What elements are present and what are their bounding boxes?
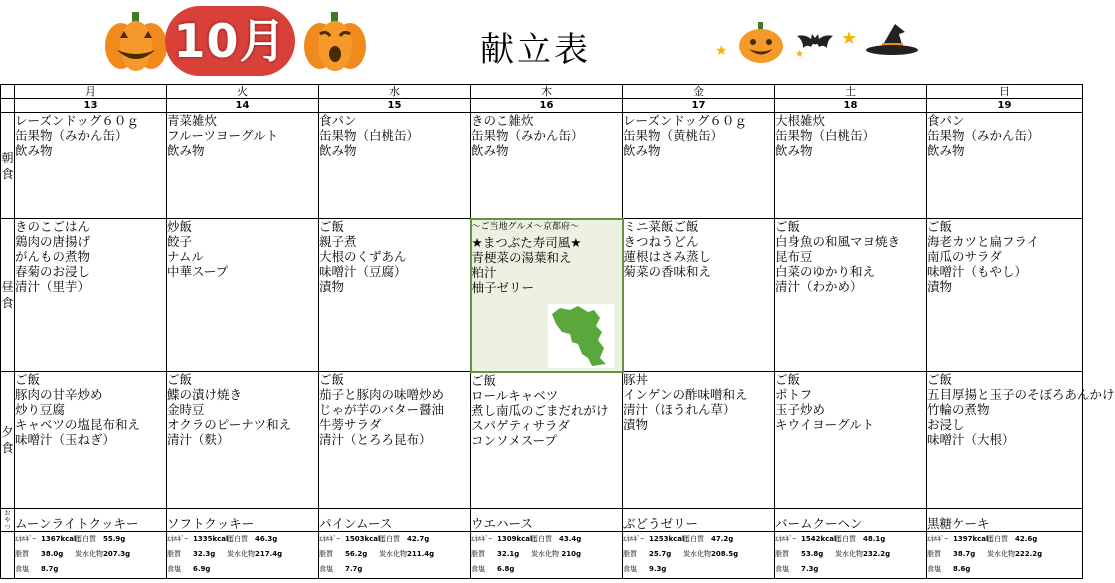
menu-item: 炒り豆腐 <box>15 402 66 417</box>
menu-item: じゃが芋のバター醤油 <box>319 402 445 417</box>
nutrient-label: 食塩 <box>927 565 941 573</box>
nutrition-cell <box>319 532 471 579</box>
nutrient-label: 蛋白質 <box>75 535 96 543</box>
nutrition-line <box>927 532 1082 547</box>
nutrient-label: 脂質 <box>623 550 637 558</box>
page-header <box>0 0 1084 84</box>
nutrient-value: 217.4g <box>255 550 283 558</box>
nutrition-line <box>775 532 926 547</box>
nutrient-label: 蛋白質 <box>835 535 856 543</box>
nutrient-value: 222.2g <box>1015 550 1043 558</box>
menu-cell <box>15 113 167 219</box>
menu-item: ミニ菜飯ご飯 <box>623 219 699 234</box>
nutrition-line <box>927 562 1082 577</box>
weekday-label: 木 <box>471 85 623 99</box>
snack-item: パインムース <box>319 509 471 532</box>
menu-cell <box>15 219 167 372</box>
menu-item: ご飯 <box>15 372 41 387</box>
menu-item: フルーツヨーグルト <box>167 128 279 143</box>
nutrient-value: 232.2g <box>863 550 891 558</box>
star-icon: ★ <box>795 49 804 60</box>
menu-item: 飲み物 <box>15 143 53 158</box>
menu-item: ご飯 <box>775 219 801 234</box>
nutrient-value: 56.2g <box>345 550 368 558</box>
menu-item: ロールキャベツ <box>471 387 559 403</box>
nutrient-value: 6.8g <box>497 565 515 573</box>
menu-item: 餃子 <box>167 234 193 249</box>
menu-item: ナムル <box>167 249 204 264</box>
menu-cell <box>319 219 471 372</box>
nutrition-line <box>15 547 166 562</box>
menu-item: 飲み物 <box>167 143 205 158</box>
nutrient-value: 8.7g <box>41 565 59 573</box>
menu-cell <box>775 113 927 219</box>
menu-item: お浸し <box>927 417 965 432</box>
menu-item: 白身魚の和風マヨ焼き <box>775 234 901 249</box>
menu-item: 清汁（麩） <box>167 432 230 447</box>
nutrient-label: 蛋白質 <box>379 535 400 543</box>
nutrient-value: 32.3g <box>193 550 216 558</box>
nutrient-label: 炭水化物 <box>683 550 711 558</box>
nutrition-line <box>319 547 470 562</box>
menu-item: 鶏肉の唐揚げ <box>15 234 91 249</box>
menu-item: ご飯 <box>167 372 193 387</box>
menu-item: 漬物 <box>927 279 953 294</box>
menu-cell <box>775 372 927 509</box>
date-label: 17 <box>623 99 775 113</box>
nutrient-value: 38.7g <box>953 550 976 558</box>
menu-cell <box>623 372 775 509</box>
menu-item: レーズンドッグ６０ｇ <box>15 113 139 128</box>
nutrition-line <box>623 547 774 562</box>
menu-item: 炒飯 <box>167 219 193 234</box>
nutrient-label: 炭水化物 <box>835 550 863 558</box>
nutrient-value: 1542kcal <box>801 535 837 543</box>
nutrition-line <box>623 562 774 577</box>
nutrient-value: 208.5g <box>711 550 739 558</box>
menu-item: 竹輪の煮物 <box>927 402 990 417</box>
menu-table <box>0 84 1115 579</box>
menu-item: 飲み物 <box>775 143 813 158</box>
nutrient-label: 脂質 <box>167 550 181 558</box>
nutrient-value: 8.6g <box>953 565 971 573</box>
menu-item: 缶果物（白桃缶） <box>319 128 420 143</box>
menu-item: 玉子炒め <box>775 402 826 417</box>
nutrient-value: 207.3g <box>103 550 131 558</box>
star-icon: ★ <box>841 28 858 49</box>
nutrition-line <box>15 562 166 577</box>
menu-item: 食パン <box>319 113 357 128</box>
nutrient-value: 7.7g <box>345 565 363 573</box>
nutrition-line <box>15 532 166 547</box>
menu-item: 金時豆 <box>167 402 205 417</box>
nutrition-line <box>471 547 622 562</box>
nutrient-value: 25.7g <box>649 550 672 558</box>
menu-cell <box>167 113 319 219</box>
snack-item: ウエハース <box>471 509 623 532</box>
lunch-label: 昼 食 <box>1 219 15 372</box>
nutrition-line <box>319 532 470 547</box>
menu-item: 昆布豆 <box>775 249 813 264</box>
halloween-decoration <box>715 18 925 68</box>
menu-item: 柚子ゼリー <box>471 279 535 295</box>
menu-item: 菊菜の香味和え <box>623 264 712 279</box>
kyoto-map-icon <box>548 304 614 368</box>
nutrition-cell <box>15 532 167 579</box>
snack-item: バームクーヘン <box>775 509 927 532</box>
menu-item: キウイヨーグルト <box>775 417 875 432</box>
menu-item: ご飯 <box>319 372 345 387</box>
menu-item: 缶果物（みかん缶） <box>15 128 128 143</box>
weekday-label: 日 <box>927 85 1083 99</box>
snack-label: お や つ <box>1 509 15 532</box>
menu-item: 清汁（わかめ） <box>775 279 863 294</box>
menu-item: 粕汁 <box>471 264 497 280</box>
menu-cell <box>927 372 1115 509</box>
nutrient-value: 1335kcal <box>193 535 229 543</box>
nutrient-value: 6.9g <box>193 565 211 573</box>
menu-item: インゲンの酢味噌和え <box>623 387 748 402</box>
nutrient-label: 蛋白質 <box>531 535 552 543</box>
menu-item: 大根雑炊 <box>775 113 826 128</box>
menu-cell <box>319 372 471 509</box>
menu-cell <box>927 219 1083 372</box>
weekday-label: 月 <box>15 85 167 99</box>
nutrient-value: 1253kcal <box>649 535 685 543</box>
snack-row <box>1 509 1083 532</box>
menu-cell <box>319 113 471 219</box>
nutrition-cell <box>927 532 1083 579</box>
menu-item: キャベツの塩昆布和え <box>15 417 141 432</box>
menu-item: 漬物 <box>319 279 345 294</box>
menu-item: きのこごはん <box>15 219 91 234</box>
menu-item: ポトフ <box>775 387 813 402</box>
regional-special-header: ～ご当地グルメ～京都府～ <box>471 221 579 232</box>
menu-item: 蓮根はさみ蒸し <box>623 249 712 264</box>
snack-item: ソフトクッキー <box>167 509 319 532</box>
pumpkin-icon <box>103 10 169 72</box>
pumpkin-icon <box>737 22 785 64</box>
nutrition-cell <box>775 532 927 579</box>
star-icon: ★ <box>715 43 728 59</box>
weekday-label: 土 <box>775 85 927 99</box>
nutrition-line <box>471 532 622 547</box>
nutrient-label: ｴﾈﾙｷﾞｰ <box>319 535 340 543</box>
nutrient-label: 食塩 <box>471 565 485 573</box>
menu-item: 食パン <box>927 113 965 128</box>
weekday-label: 火 <box>167 85 319 99</box>
nutrition-line <box>319 562 470 577</box>
menu-item: 鰈の漬け焼き <box>167 387 243 402</box>
nutrient-label: 食塩 <box>15 565 29 573</box>
breakfast-label: 朝 食 <box>1 113 15 219</box>
menu-item: 漬物 <box>623 417 649 432</box>
nutrient-value: 1503kcal <box>345 535 381 543</box>
nutrition-line <box>167 562 318 577</box>
witch-hat-icon <box>865 22 919 56</box>
menu-item: レーズンドッグ６０ｇ <box>623 113 747 128</box>
nutrient-value: 42.6g <box>1015 535 1038 543</box>
nutrition-label-cell <box>1 532 15 579</box>
date-label: 16 <box>471 99 623 113</box>
month-label: 10月 <box>173 14 287 68</box>
breakfast-row <box>1 113 1083 219</box>
menu-item: きのこ雑炊 <box>471 113 534 128</box>
nutrient-value: 53.8g <box>801 550 824 558</box>
dinner-label: 夕 食 <box>1 372 15 509</box>
nutrition-line <box>775 547 926 562</box>
nutrient-value: 211.4g <box>407 550 435 558</box>
nutrition-cell <box>471 532 623 579</box>
menu-item: 親子煮 <box>319 234 357 249</box>
snack-item: 黒糖ケーキ <box>927 509 1083 532</box>
menu-cell <box>927 113 1083 219</box>
menu-item: 春菊のお浸し <box>15 264 91 279</box>
menu-cell <box>167 372 319 509</box>
nutrient-label: 蛋白質 <box>683 535 704 543</box>
nutrient-value: 42.7g <box>407 535 430 543</box>
date-label: 13 <box>15 99 167 113</box>
menu-item: 飲み物 <box>319 143 357 158</box>
menu-cell <box>15 372 167 509</box>
page-title: 献立表 <box>480 30 591 70</box>
nutrient-label: 脂質 <box>927 550 941 558</box>
pumpkin-icon <box>300 10 370 72</box>
menu-item: 飲み物 <box>927 143 965 158</box>
nutrition-cell <box>167 532 319 579</box>
menu-item: がんもの煮物 <box>15 249 91 264</box>
nutrient-label: 脂質 <box>319 550 333 558</box>
snack-item: ムーンライトクッキー <box>15 509 167 532</box>
snack-item: ぶどうゼリー <box>623 509 775 532</box>
nutrition-line <box>167 532 318 547</box>
menu-cell <box>623 113 775 219</box>
nutrient-label: ｴﾈﾙｷﾞｰ <box>927 535 948 543</box>
nutrient-label: 蛋白質 <box>227 535 248 543</box>
nutrient-value: 48.1g <box>863 535 886 543</box>
nutrition-line <box>927 547 1082 562</box>
menu-item: 飲み物 <box>471 143 509 158</box>
nutrient-label: ｴﾈﾙｷﾞｰ <box>167 535 188 543</box>
menu-item: オクラのピーナツ和え <box>167 417 292 432</box>
menu-item: 清汁（とろろ昆布） <box>319 432 432 447</box>
menu-item: スパゲティサラダ <box>471 417 570 433</box>
nutrient-label: 蛋白質 <box>987 535 1008 543</box>
nutrient-label: 炭水化物 <box>379 550 407 558</box>
menu-item: 青梗菜の湯葉和え <box>471 249 572 265</box>
dinner-row <box>1 372 1083 509</box>
nutrient-label: 食塩 <box>623 565 637 573</box>
menu-cell <box>167 219 319 372</box>
nutrient-value: 46.3g <box>255 535 278 543</box>
nutrition-line <box>167 547 318 562</box>
lunch-row <box>1 219 1083 372</box>
nutrient-label: 脂質 <box>775 550 789 558</box>
menu-item: 缶果物（みかん缶） <box>927 128 1040 143</box>
nutrient-label: 食塩 <box>319 565 333 573</box>
menu-item: 豚肉の甘辛炒め <box>15 387 103 402</box>
nutrient-label: 炭水化物 <box>987 550 1015 558</box>
date-label: 15 <box>319 99 471 113</box>
menu-item: ご飯 <box>927 372 953 387</box>
nutrient-label: 炭水化物 <box>75 550 103 558</box>
nutrition-line <box>775 562 926 577</box>
month-badge <box>165 6 295 76</box>
menu-item: 南瓜のサラダ <box>927 249 1002 264</box>
menu-item: ★まつぶた寿司風★ <box>471 234 582 250</box>
date-label: 14 <box>167 99 319 113</box>
weekday-label: 水 <box>319 85 471 99</box>
date-row <box>1 99 1083 113</box>
menu-item: 缶果物（白桃缶） <box>775 128 876 143</box>
menu-item: 味噌汁（大根） <box>927 432 1015 447</box>
menu-item: ご飯 <box>471 372 497 388</box>
menu-item: きつねうどん <box>623 234 699 249</box>
menu-cell <box>623 219 775 372</box>
menu-item: 青菜雑炊 <box>167 113 218 128</box>
nutrition-line <box>623 532 774 547</box>
menu-item: 五目厚揚と玉子のそぼろあんかけ <box>927 387 1115 402</box>
nutrient-value: 1367kcal <box>41 535 77 543</box>
nutrient-label: 脂質 <box>471 550 485 558</box>
menu-item: 牛蒡サラダ <box>319 417 382 432</box>
nutrient-value: 47.2g <box>711 535 734 543</box>
menu-item: 大根のくずあん <box>319 249 407 264</box>
nutrient-value: 32.1g <box>497 550 520 558</box>
corner-cell <box>1 85 15 99</box>
menu-item: 味噌汁（もやし） <box>927 264 1028 279</box>
menu-item: 清汁（里芋） <box>15 279 91 294</box>
menu-item: 煮し南瓜のごまだれがけ <box>471 402 609 418</box>
nutrient-label: ｴﾈﾙｷﾞｰ <box>471 535 492 543</box>
weekday-label: 金 <box>623 85 775 99</box>
menu-item: 清汁（ほうれん草） <box>623 402 736 417</box>
nutrient-label: 脂質 <box>15 550 29 558</box>
nutrient-value: 210g <box>561 550 581 558</box>
nutrient-label: ｴﾈﾙｷﾞｰ <box>623 535 644 543</box>
menu-item: 味噌汁（豆腐） <box>319 264 407 279</box>
menu-item: 茄子と豚肉の味噌炒め <box>319 387 445 402</box>
nutrient-label: 炭水化物 <box>531 550 559 558</box>
menu-item: 中華スープ <box>167 264 229 279</box>
menu-item: 味噌汁（玉ねぎ） <box>15 432 116 447</box>
menu-item: 飲み物 <box>623 143 661 158</box>
menu-item: ご飯 <box>319 219 345 234</box>
menu-item: 白菜のゆかり和え <box>775 264 876 279</box>
nutrient-label: ｴﾈﾙｷﾞｰ <box>15 535 36 543</box>
menu-item: 缶果物（黄桃缶） <box>623 128 724 143</box>
weekday-row <box>1 85 1083 99</box>
menu-item: 海老カツと扁フライ <box>927 234 1040 249</box>
menu-item: ご飯 <box>775 372 801 387</box>
regional-special-cell <box>471 219 623 372</box>
nutrient-value: 38.0g <box>41 550 64 558</box>
menu-item: 豚丼 <box>623 372 649 387</box>
nutrient-value: 1397kcal <box>953 535 989 543</box>
nutrient-value: 9.3g <box>649 565 667 573</box>
date-label: 18 <box>775 99 927 113</box>
nutrient-value: 55.9g <box>103 535 126 543</box>
menu-item: 缶果物（みかん缶） <box>471 128 584 143</box>
nutrient-value: 1309kcal <box>497 535 533 543</box>
nutrient-label: 食塩 <box>775 565 789 573</box>
nutrient-value: 43.4g <box>559 535 582 543</box>
menu-cell <box>775 219 927 372</box>
nutrition-line <box>471 562 622 577</box>
nutrient-label: 炭水化物 <box>227 550 255 558</box>
menu-cell <box>471 372 623 509</box>
date-label: 19 <box>927 99 1083 113</box>
corner-cell <box>1 99 15 113</box>
nutrient-label: ｴﾈﾙｷﾞｰ <box>775 535 796 543</box>
menu-item: ご飯 <box>927 219 953 234</box>
nutrition-cell <box>623 532 775 579</box>
menu-item: コンソメスープ <box>471 432 558 448</box>
nutrition-row <box>1 532 1083 579</box>
nutrient-value: 7.3g <box>801 565 819 573</box>
menu-cell <box>471 113 623 219</box>
nutrient-label: 食塩 <box>167 565 181 573</box>
